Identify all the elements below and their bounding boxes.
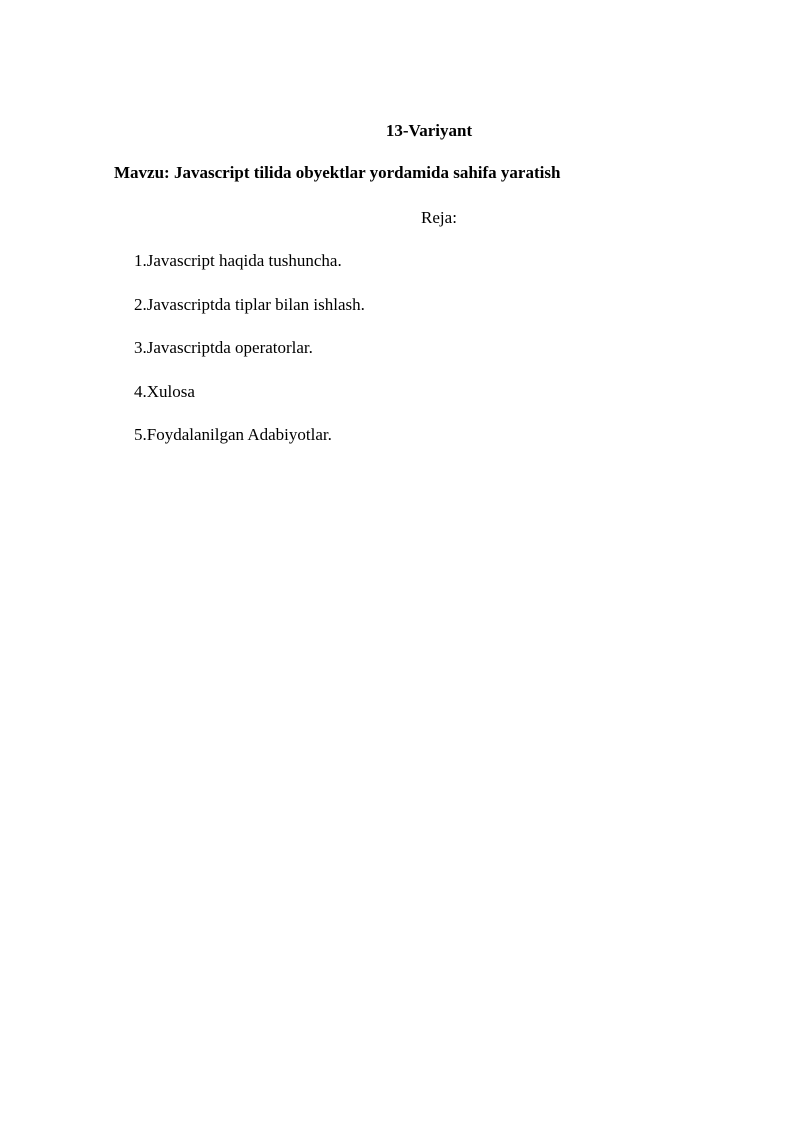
variant-title: 13-Variyant — [385, 121, 473, 140]
plan-heading: Reja: — [421, 208, 457, 227]
plan-item-3: 3.Javascriptda operatorlar. — [134, 338, 313, 357]
topic-title: Mavzu: Javascript tilida obyektlar yordamida sahifa yaratish — [114, 163, 561, 182]
plan-item-2: 2.Javascriptda tiplar bilan ishlash. — [134, 294, 365, 314]
plan-item-5: 5.Foydalanilgan Adabiyotlar. — [134, 425, 332, 444]
plan-item-1: 1.Javascript haqida tushuncha. — [134, 251, 342, 270]
plan-list — [134, 250, 365, 468]
plan-item-4: 4.Xulosa — [134, 381, 195, 401]
